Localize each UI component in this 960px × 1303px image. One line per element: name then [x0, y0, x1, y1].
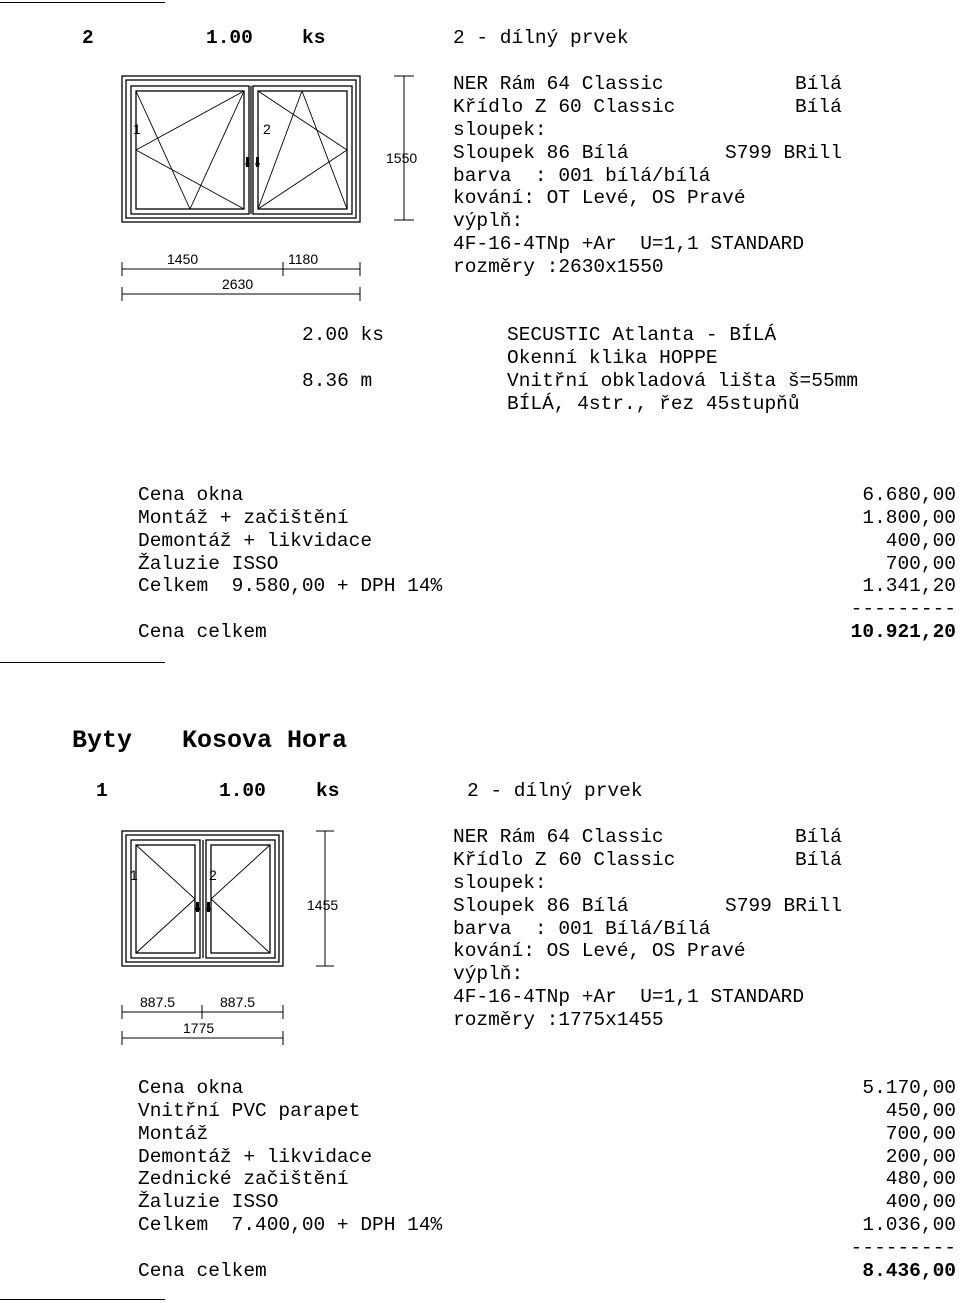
- section-title-left: Byty: [72, 726, 133, 755]
- item2-number: 1: [96, 780, 108, 802]
- total-label: Cena celkem: [138, 1260, 267, 1282]
- item2-post-label: Sloupek 86 Bílá: [453, 895, 629, 917]
- price-value: 1.800,00: [862, 507, 956, 529]
- item2-post-code: S799 BRill: [725, 895, 843, 917]
- total-value: 8.436,00: [862, 1260, 956, 1282]
- price-label: Žaluzie ISSO: [138, 553, 279, 575]
- item2-glazing-line: 4F-16-4TNp +Ar U=1,1 STANDARD: [453, 986, 805, 1008]
- price-label: Zednické začištění: [138, 1168, 349, 1190]
- item2-frame-color: Bílá: [795, 826, 842, 848]
- section-title-right: Kosova Hora: [182, 726, 348, 755]
- accessory-line: BÍLÁ, 4str., řez 45stupňů: [507, 393, 800, 415]
- window1-width-left-label: 1450: [167, 251, 199, 267]
- window1-width-right-label: 1180: [288, 251, 319, 267]
- price-value: 480,00: [885, 1168, 956, 1190]
- price-label: Demontáž + likvidace: [138, 1146, 373, 1168]
- accessory-line: Okenní klika HOPPE: [507, 347, 718, 369]
- price-label: Celkem 7.400,00 + DPH 14%: [138, 1214, 443, 1236]
- item1-post-heading: sloupek:: [453, 119, 547, 141]
- window2-width-left-label: 887.5: [140, 994, 176, 1010]
- item2-glazing-heading: výplň:: [453, 963, 524, 985]
- price-label: Montáž + začištění: [138, 507, 349, 529]
- price-value: 700,00: [885, 1123, 956, 1145]
- accessory-qty: 8.36 m: [302, 370, 373, 392]
- window2-sash-right-label: 2: [209, 867, 217, 883]
- item1-frame-label: NER Rám 64 Classic: [453, 73, 664, 95]
- item1-glazing-heading: výplň:: [453, 210, 524, 232]
- item2-sash-label: Křídlo Z 60 Classic: [453, 849, 676, 871]
- item2-color-line: barva : 001 Bílá/Bílá: [453, 918, 711, 940]
- window2-height-label: 1455: [307, 897, 339, 913]
- item2-post-heading: sloupek:: [453, 872, 547, 894]
- item2-dimensions-line: rozměry :1775x1455: [453, 1009, 664, 1031]
- item1-glazing-line: 4F-16-4TNp +Ar U=1,1 STANDARD: [453, 233, 805, 255]
- item1-sash-color: Bílá: [795, 96, 842, 118]
- total-value: 10.921,20: [850, 621, 956, 643]
- accessory-line: SECUSTIC Atlanta - BÍLÁ: [507, 324, 777, 346]
- price-label: Cena okna: [138, 1077, 244, 1099]
- item2-frame-label: NER Rám 64 Classic: [453, 826, 664, 848]
- price-value: 1.036,00: [862, 1214, 956, 1236]
- price-label: Celkem 9.580,00 + DPH 14%: [138, 575, 443, 597]
- price-value: 1.341,20: [862, 575, 956, 597]
- price-value: 400,00: [885, 1191, 956, 1213]
- window1-width-total-label: 2630: [222, 276, 254, 292]
- price-label: Montáž: [138, 1123, 209, 1145]
- item1-hardware-line: kování: OT Levé, OS Pravé: [453, 187, 746, 209]
- item1-dimensions-line: rozměry :2630x1550: [453, 256, 664, 278]
- price-value: 450,00: [885, 1100, 956, 1122]
- price-label: Demontáž + likvidace: [138, 530, 373, 552]
- price-value: 200,00: [885, 1146, 956, 1168]
- item1-quantity: 1.00: [206, 27, 253, 49]
- window2-width-right-label: 887.5: [220, 994, 256, 1010]
- total-label: Cena celkem: [138, 621, 267, 643]
- item2-sash-color: Bílá: [795, 849, 842, 871]
- window1-sash-left-label: 1: [133, 121, 141, 137]
- price-value: 6.680,00: [862, 484, 956, 506]
- item2-unit: ks: [316, 780, 340, 802]
- item2-quantity: 1.00: [219, 780, 266, 802]
- item1-post-code: S799 BRill: [725, 142, 843, 164]
- item2-hardware-line: kování: OS Levé, OS Pravé: [453, 940, 746, 962]
- item1-sash-label: Křídlo Z 60 Classic: [453, 96, 676, 118]
- price-label: Žaluzie ISSO: [138, 1191, 279, 1213]
- item2-type: 2 - dílný prvek: [467, 780, 643, 802]
- price-value: 5.170,00: [862, 1077, 956, 1099]
- price-value: 400,00: [885, 530, 956, 552]
- price-label: Cena okna: [138, 484, 244, 506]
- item1-color-line: barva : 001 bílá/bílá: [453, 165, 711, 187]
- window2-sash-left-label: 1: [130, 867, 138, 883]
- price-separator: ---------: [850, 1237, 956, 1259]
- price-value: 700,00: [885, 553, 956, 575]
- item1-type: 2 - dílný prvek: [453, 27, 629, 49]
- price-separator: ---------: [850, 598, 956, 620]
- item1-frame-color: Bílá: [795, 73, 842, 95]
- window1-height-label: 1550: [386, 150, 418, 166]
- window1-sash-right-label: 2: [263, 121, 271, 137]
- item-separator-rule: [0, 1299, 165, 1300]
- price-label: Vnitřní PVC parapet: [138, 1100, 361, 1122]
- accessory-qty: 2.00 ks: [302, 324, 384, 346]
- item1-post-label: Sloupek 86 Bílá: [453, 142, 629, 164]
- window2-frame: [122, 831, 283, 966]
- item1-unit: ks: [302, 27, 326, 49]
- item1-number: 2: [82, 27, 94, 49]
- accessory-line: Vnitřní obkladová lišta š=55mm: [507, 370, 859, 392]
- window2-width-total-label: 1775: [183, 1020, 215, 1036]
